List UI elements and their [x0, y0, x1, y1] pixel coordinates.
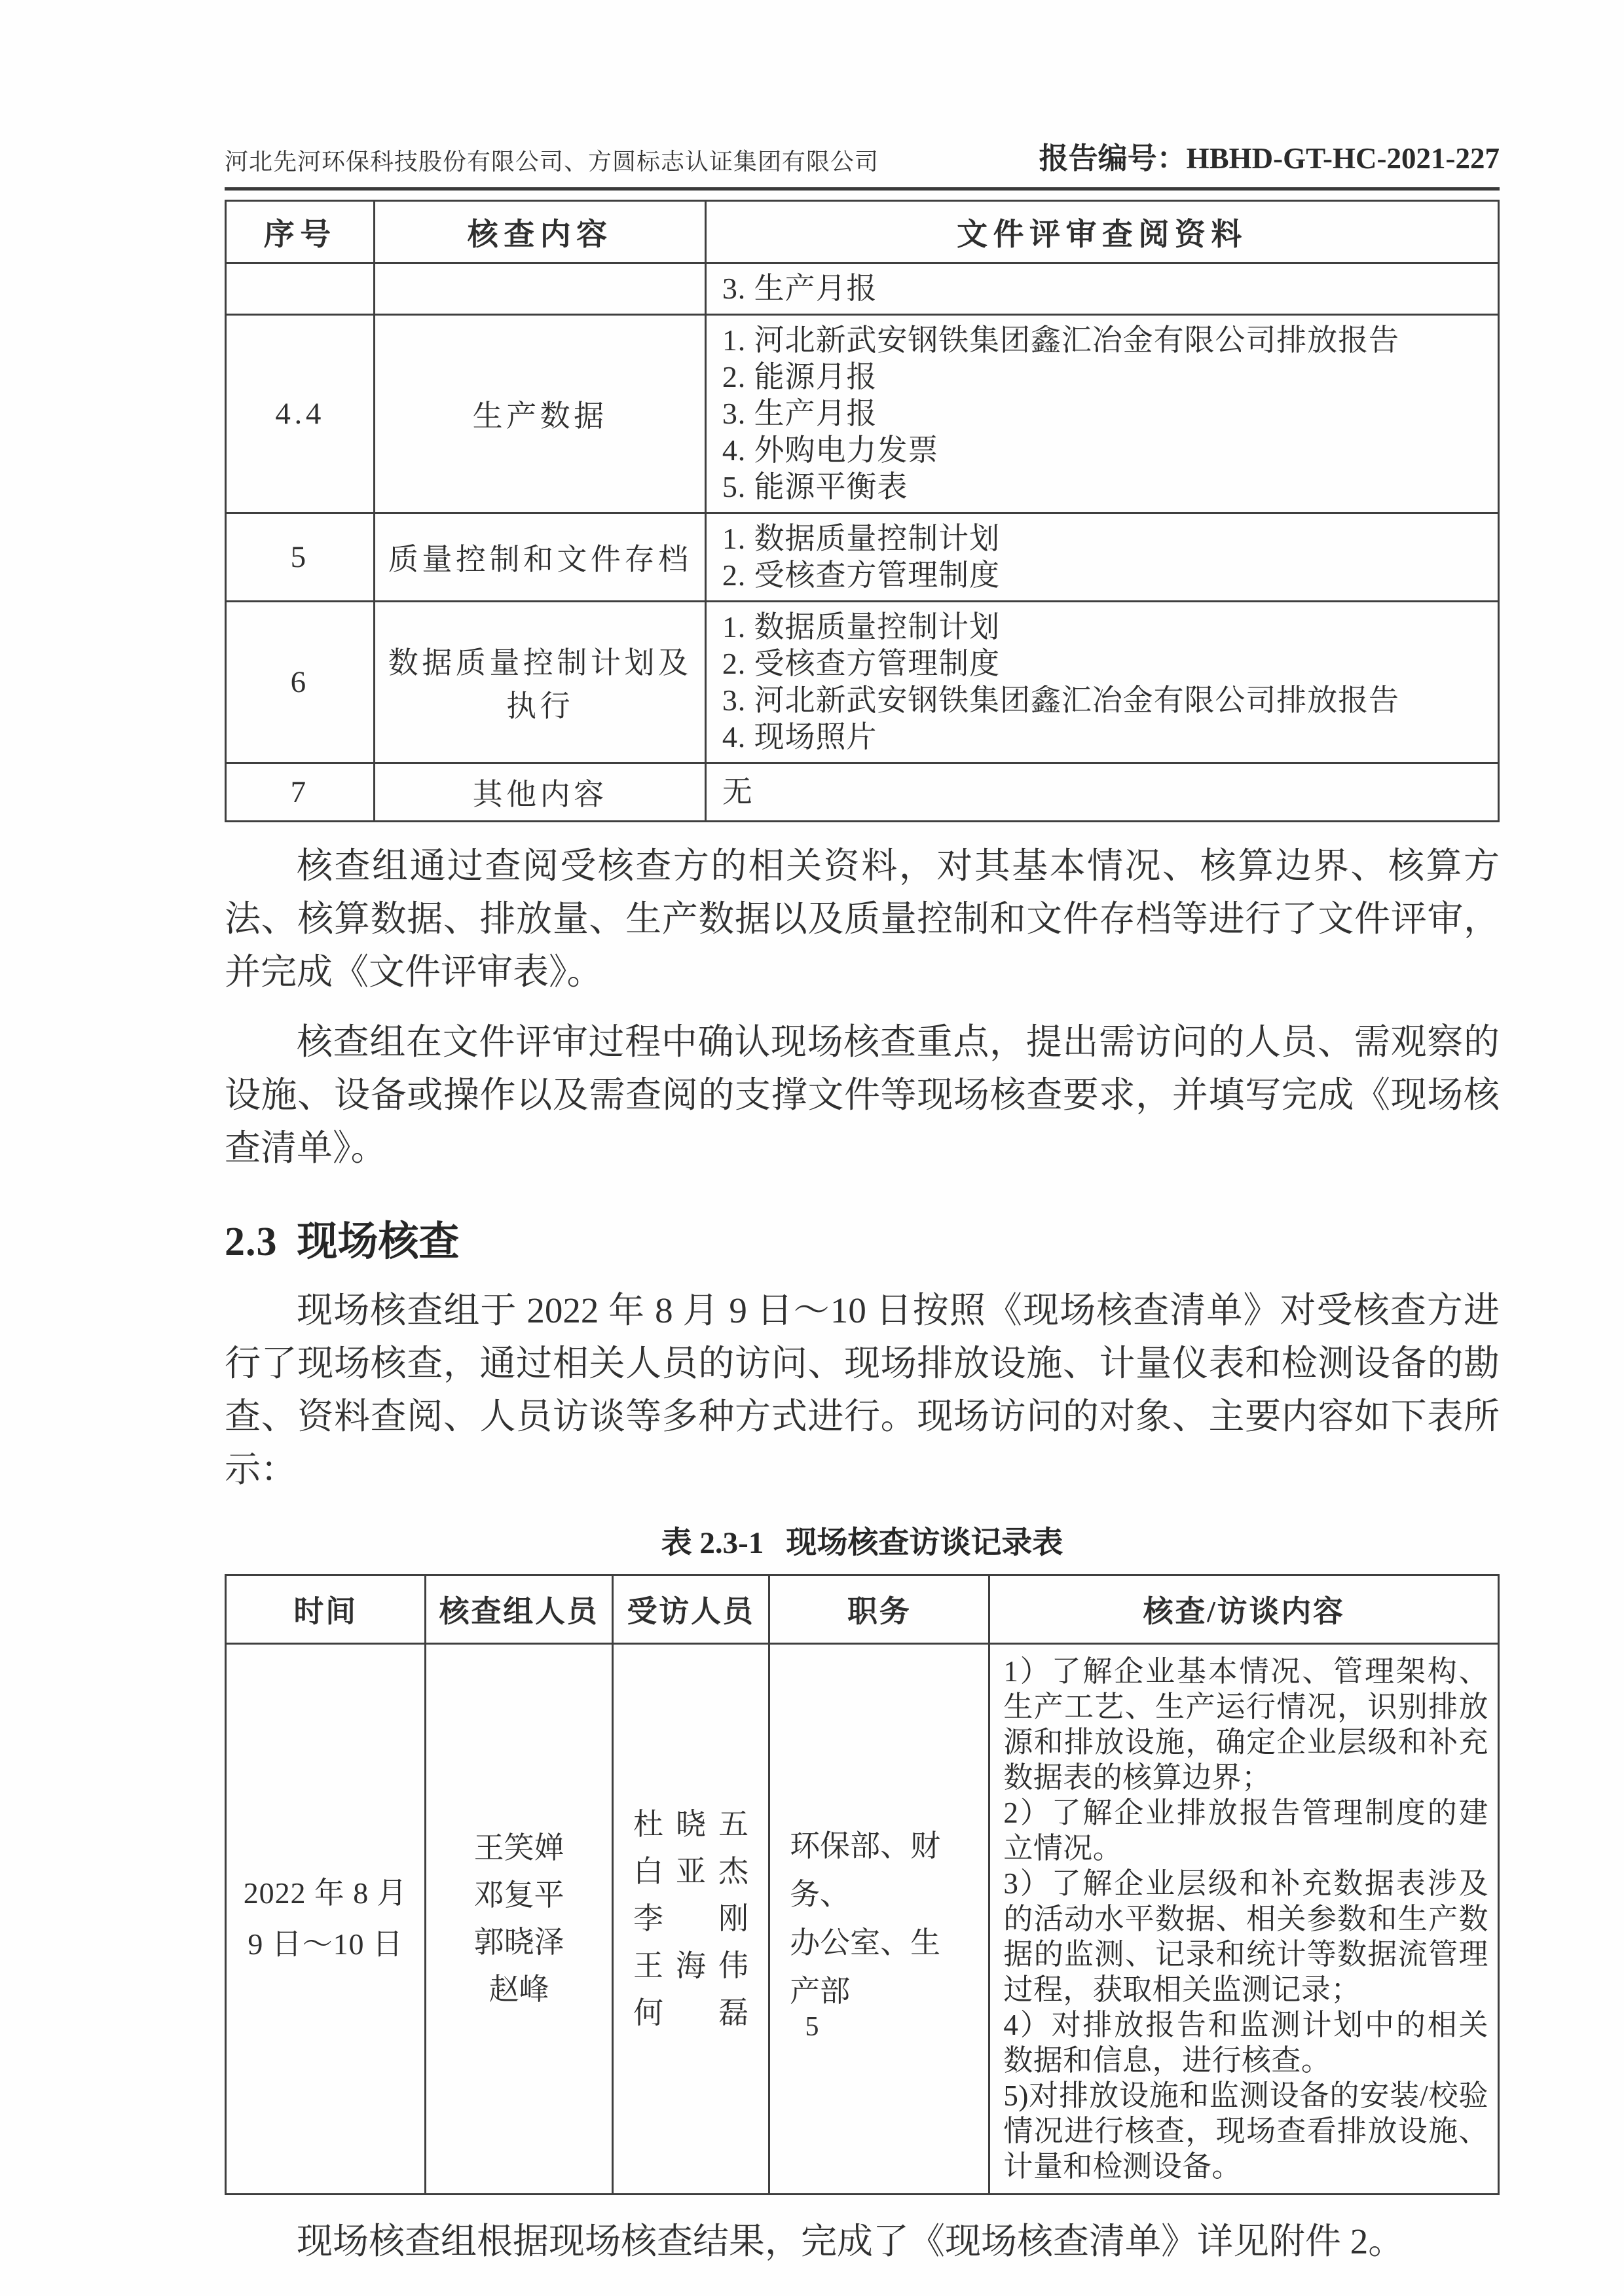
section-number: 2.3: [225, 1220, 278, 1264]
table-caption-title: 现场核查访谈记录表: [786, 1526, 1063, 1560]
time-line: 9 日～10 日: [248, 1927, 403, 1961]
company-names: 河北先河环保科技股份有限公司、方圆标志认证集团有限公司: [225, 149, 879, 175]
table-row: [226, 513, 1499, 602]
check-content-cell: 数据质量控制计划及执行: [375, 602, 705, 763]
column-header: 时间: [226, 1575, 426, 1644]
header-rule: [225, 187, 1500, 191]
column-header: 核查组人员: [426, 1575, 613, 1644]
paragraph-onsite-focus: 核查组在文件评审过程中确认现场核查重点，提出需访问的人员、需观察的设施、设备或操作以及需查阅的支撑文件等现场核查要求，并填写完成《现场核查清单》。: [225, 1022, 1500, 1168]
interviewee-name: 李刚: [633, 1902, 749, 1935]
check-content-cell: 生产数据: [375, 315, 705, 513]
doc-line: 2. 受核查方管理制度: [722, 558, 1000, 592]
interviewee-name: 白亚杰: [633, 1855, 749, 1888]
talk-item: 2）了解企业排放报告管理制度的建立情况。: [1003, 1796, 1488, 1865]
doc-line: 1. 河北新武安钢铁集团鑫汇冶金有限公司排放报告: [722, 323, 1399, 357]
paragraph-document-review: 核查组通过查阅受核查方的相关资料，对其基本情况、核算边界、核算方法、核算数据、排放量、生产数据以及质量控制和文件存档等进行了文件评审，并完成《文件评审表》。: [225, 846, 1500, 992]
table-row: [226, 315, 1499, 513]
doc-line: 1. 数据质量控制计划: [722, 522, 1000, 555]
serial-cell: 4.4: [226, 315, 375, 513]
table-row: [226, 763, 1499, 822]
column-header: 核查内容: [375, 201, 705, 263]
docs-cell: [705, 513, 1498, 602]
document-header: [225, 0, 1500, 177]
team-member-name: 王笑婵: [473, 1831, 564, 1865]
interviewee-name: 杜晓五: [633, 1808, 749, 1841]
doc-line: 5. 能源平衡表: [722, 470, 908, 503]
docs-cell: [705, 602, 1498, 763]
column-header: 受访人员: [612, 1575, 769, 1644]
talk-content-cell: [989, 1644, 1499, 2195]
time-line: 2022 年 8 月: [243, 1876, 408, 1910]
talk-item: 4）对排放报告和监测计划中的相关数据和信息，进行核查。: [1003, 2009, 1488, 2077]
positions-cell: [769, 1644, 989, 2195]
table-row: [226, 263, 1499, 315]
column-header: 文件评审查阅资料: [705, 201, 1498, 263]
interviewee-name: 王海伟: [633, 1949, 749, 1982]
doc-line: 2. 受核查方管理制度: [722, 647, 1000, 680]
table-caption-label: 表 2.3-1: [661, 1526, 764, 1560]
check-content-cell: 质量控制和文件存档: [375, 513, 705, 602]
docs-cell: [705, 263, 1498, 315]
interviewees-cell: [612, 1644, 769, 2195]
interview-table-row: [226, 1644, 1499, 2195]
team-member-name: 邓复平: [473, 1878, 564, 1912]
doc-line: 2. 能源月报: [722, 360, 877, 393]
doc-line: 3. 河北新武安钢铁集团鑫汇冶金有限公司排放报告: [722, 683, 1399, 717]
interview-table-header-row: [226, 1575, 1499, 1644]
check-content-cell: [375, 263, 705, 315]
doc-line: 1. 数据质量控制计划: [722, 610, 1000, 644]
serial-cell: 7: [226, 763, 375, 822]
docs-cell: [705, 315, 1498, 513]
doc-line: 4. 现场照片: [722, 720, 877, 754]
table-row: [226, 602, 1499, 763]
doc-line: 无: [722, 775, 753, 809]
document-review-table: [225, 200, 1500, 822]
team-member-name: 郭晓泽: [473, 1925, 564, 1959]
paragraph-onsite-visit: 现场核查组于 2022 年 8 月 9 日～10 日按照《现场核查清单》对受核查方进行了现场核查，通过相关人员的访问、现场排放设施、计量仪表和检测设备的勘查、资料查阅、人员访谈等多种方式进行。现场访问的对象、主要内容如下表所示：: [225, 1290, 1500, 1489]
doc-line: 3. 生产月报: [722, 397, 877, 430]
section-title: 现场核查: [297, 1220, 460, 1264]
column-header: 序号: [226, 201, 375, 263]
talk-item: 3）了解企业层级和补充数据表涉及的活动水平数据、相关参数和生产数据的监测、记录和统计等数据流管理过程，获取相关监测记录；: [1003, 1867, 1488, 2006]
serial-cell: 6: [226, 602, 375, 763]
doc-line: 4. 外购电力发票: [722, 433, 939, 467]
review-table-header-row: [226, 201, 1499, 263]
column-header: 核查/访谈内容: [989, 1575, 1499, 1644]
team-member-name: 赵峰: [489, 1973, 549, 2006]
column-header: 职务: [769, 1575, 989, 1644]
page-number: 5: [805, 2012, 819, 2042]
serial-cell: [226, 263, 375, 315]
table-caption: [225, 1518, 1500, 1562]
section-heading: [225, 1209, 1500, 1267]
interviewee-name: 何磊: [633, 1996, 749, 2030]
docs-cell: [705, 763, 1498, 822]
team-members-cell: [426, 1644, 613, 2195]
talk-item: 5)对排放设施和监测设备的安装/校验情况进行核查，现场查看排放设施、计量和检测设备。: [1003, 2079, 1488, 2183]
position-line: 办公室、生产部: [790, 1926, 941, 2008]
interview-record-table: [225, 1574, 1500, 2195]
page-content: [225, 0, 1500, 2268]
time-cell: [226, 1644, 426, 2195]
serial-cell: 5: [226, 513, 375, 602]
position-line: 环保部、财务、: [790, 1829, 941, 1911]
report-number: 报告编号：HBHD-GT-HC-2021-227: [1039, 142, 1500, 175]
check-content-cell: 其他内容: [375, 763, 705, 822]
closing-paragraph: 现场核查组根据现场核查结果，完成了《现场核查清单》详见附件 2。: [297, 2221, 1405, 2261]
talk-item: 1）了解企业基本情况、管理架构、生产工艺、生产运行情况，识别排放源和排放设施，确定企业层级和补充数据表的核算边界；: [1003, 1655, 1488, 1794]
doc-line: 3. 生产月报: [722, 272, 877, 305]
review-table-body: [226, 263, 1499, 822]
